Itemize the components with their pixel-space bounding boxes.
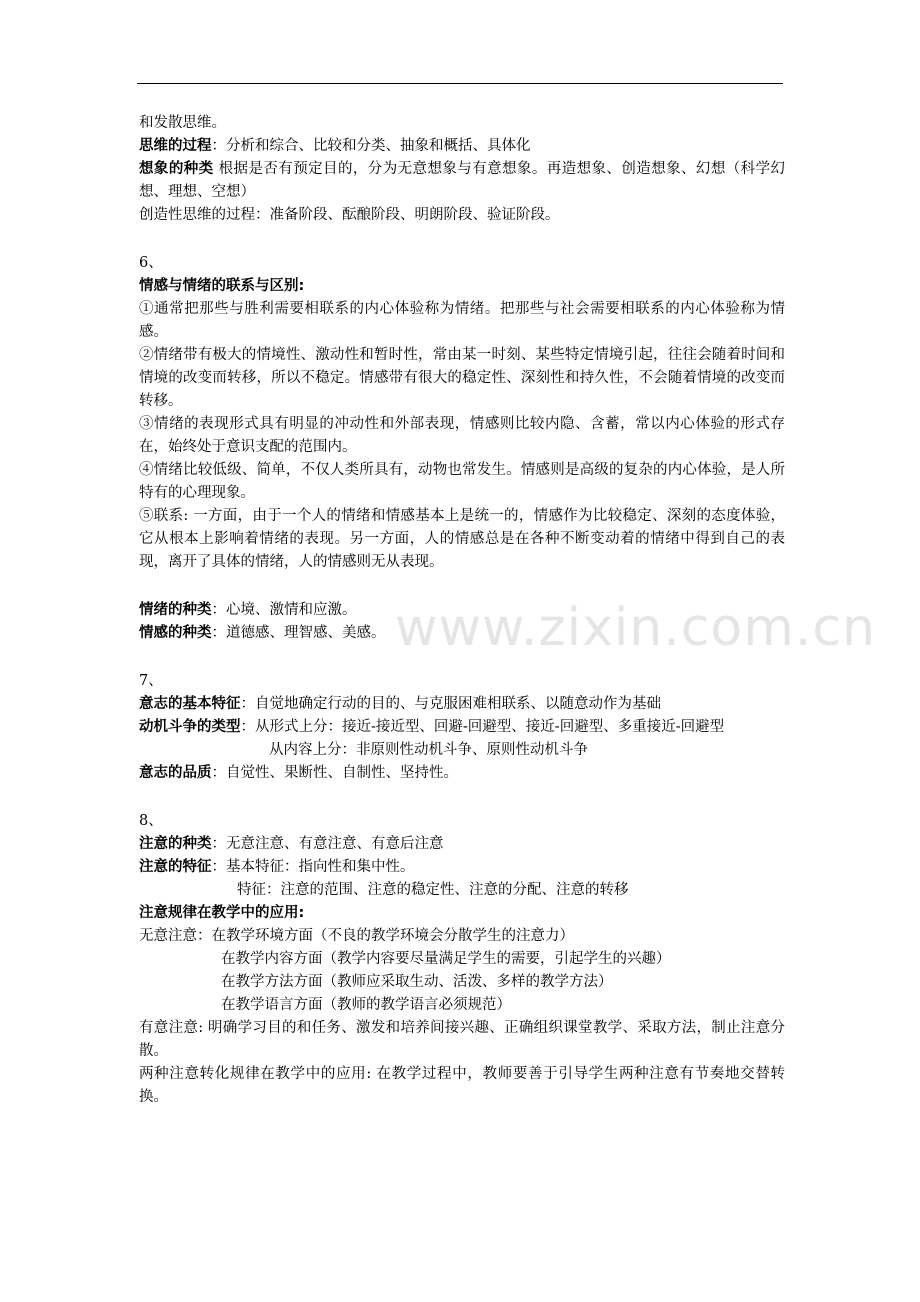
section-number: 8、 bbox=[139, 813, 163, 829]
unintentional-attention-line: 在教学语言方面（教师的教学语言必须规范） bbox=[221, 997, 511, 1013]
heading-text: 情感与情绪的联系与区别: bbox=[139, 278, 305, 294]
motive-content-line: 从内容上分：非原则性动机斗争、原则性动机斗争 bbox=[269, 742, 588, 758]
unintentional-attention-line: 在教学方法方面（教师应采取生动、活泼、多样的教学方法） bbox=[221, 974, 613, 990]
spacer bbox=[139, 785, 785, 810]
will-features-line bbox=[139, 693, 785, 716]
paragraph: 和发散思维。 bbox=[139, 115, 226, 131]
paragraph: ②情绪带有极大的情境性、激动性和暂时性，常由某一时刻、某些特定情境引起，往往会随着时间和情境的改变而转移，所以不稳定。情感带有很大的稳定性、深刻性和持久性，不会随着情境的改变而转移。 bbox=[139, 347, 785, 409]
term-text: ：自觉地确定行动的目的、与克服困难相联系、以随意动作为基础 bbox=[240, 696, 661, 712]
term-text: ：无意注意、有意注意、有意后注意 bbox=[211, 836, 444, 852]
emotion-types-line bbox=[139, 599, 785, 622]
term-label: 注意的特征 bbox=[139, 859, 212, 875]
attention-rules-heading bbox=[139, 902, 785, 925]
term-label: 注意的种类 bbox=[139, 836, 212, 852]
document-body bbox=[139, 112, 785, 1109]
term-label: 情感的种类 bbox=[139, 625, 212, 641]
paragraph: ⑤联系: 一方面，由于一个人的情绪和情感基本上是统一的，情感作为比较稳定、深刻的态度体验，它从根本上影响着情绪的表现。另一方面，人的情感总是在各种不断变动着的情绪中得到自己的表现，离开了具体的情绪，人的情感则无从表现。 bbox=[139, 508, 785, 570]
term-label: 动机斗争的类型 bbox=[139, 719, 241, 735]
spacer bbox=[139, 574, 785, 599]
spacer bbox=[139, 227, 785, 252]
term-label: 情绪的种类 bbox=[139, 602, 212, 618]
section-heading bbox=[139, 275, 785, 298]
thinking-process-line bbox=[139, 135, 785, 158]
motive-conflict-line bbox=[139, 716, 785, 739]
attention-features-detail: 特征：注意的范围、注意的稳定性、注意的分配、注意的转移 bbox=[237, 882, 629, 898]
will-quality-line bbox=[139, 762, 785, 785]
term-text: 根据是否有预定目的，分为无意想象与有意想象。再造想象、创造想象、幻想（科学幻想、理想、空想） bbox=[139, 161, 786, 200]
term-label: 意志的品质 bbox=[139, 765, 212, 781]
spacer bbox=[139, 645, 785, 670]
feeling-types-line bbox=[139, 622, 785, 645]
paragraph: ④情绪比较低级、简单，不仅人类所具有，动物也常发生。情感则是高级的复杂的内心体验，是人所特有的心理现象。 bbox=[139, 462, 785, 501]
paragraph: ③情绪的表现形式具有明显的冲动性和外部表现，情感则比较内隐、含蓄，常以内心体验的形式存在，始终处于意识支配的范围内。 bbox=[139, 416, 785, 455]
term-text: ：道德感、理智感、美感。 bbox=[211, 625, 386, 641]
term-text: ：基本特征：指向性和集中性。 bbox=[211, 859, 415, 875]
term-text: ：分析和综合、比较和分类、抽象和概括、具体化 bbox=[211, 138, 531, 154]
term-text: ：心境、激情和应激。 bbox=[211, 602, 357, 618]
intentional-attention-line: 有意注意: 明确学习目的和任务、激发和培养间接兴趣、正确组织课堂教学、采取方法，制止注意分散。 bbox=[139, 1020, 785, 1059]
section-number: 6、 bbox=[139, 255, 163, 271]
unintentional-attention-line: 在教学内容方面（教学内容要尽量满足学生的需要，引起学生的兴趣） bbox=[221, 951, 671, 967]
section-number: 7、 bbox=[139, 673, 163, 689]
attention-features-line bbox=[139, 856, 785, 879]
header-rule bbox=[137, 83, 783, 84]
term-label: 意志的基本特征 bbox=[139, 696, 241, 712]
attention-types-line bbox=[139, 833, 785, 856]
paragraph: ①通常把那些与胜利需要相联系的内心体验称为情绪。把那些与社会需要相联系的内心体验称为情感。 bbox=[139, 301, 785, 340]
imagination-types-line bbox=[139, 158, 785, 204]
watermark: www.zixin.com.cn bbox=[395, 598, 876, 658]
term-text: ：从形式上分：接近-接近型、回避-回避型、接近-回避型、多重接近-回避型 bbox=[240, 719, 725, 735]
attention-transition-line: 两种注意转化规律在教学中的应用: 在教学过程中，教师要善于引导学生两种注意有节奏地交替转换。 bbox=[139, 1066, 785, 1105]
paragraph: 创造性思维的过程：准备阶段、酝酿阶段、明朗阶段、验证阶段。 bbox=[139, 207, 560, 223]
unintentional-attention-line: 无意注意：在教学环境方面（不良的教学环境会分散学生的注意力） bbox=[139, 928, 574, 944]
term-text: ：自觉性、果断性、自制性、坚持性。 bbox=[211, 765, 458, 781]
term-label: 想象的种类 bbox=[139, 161, 214, 177]
term-label: 思维的过程 bbox=[139, 138, 212, 154]
heading-text: 注意规律在教学中的应用: bbox=[139, 905, 305, 921]
